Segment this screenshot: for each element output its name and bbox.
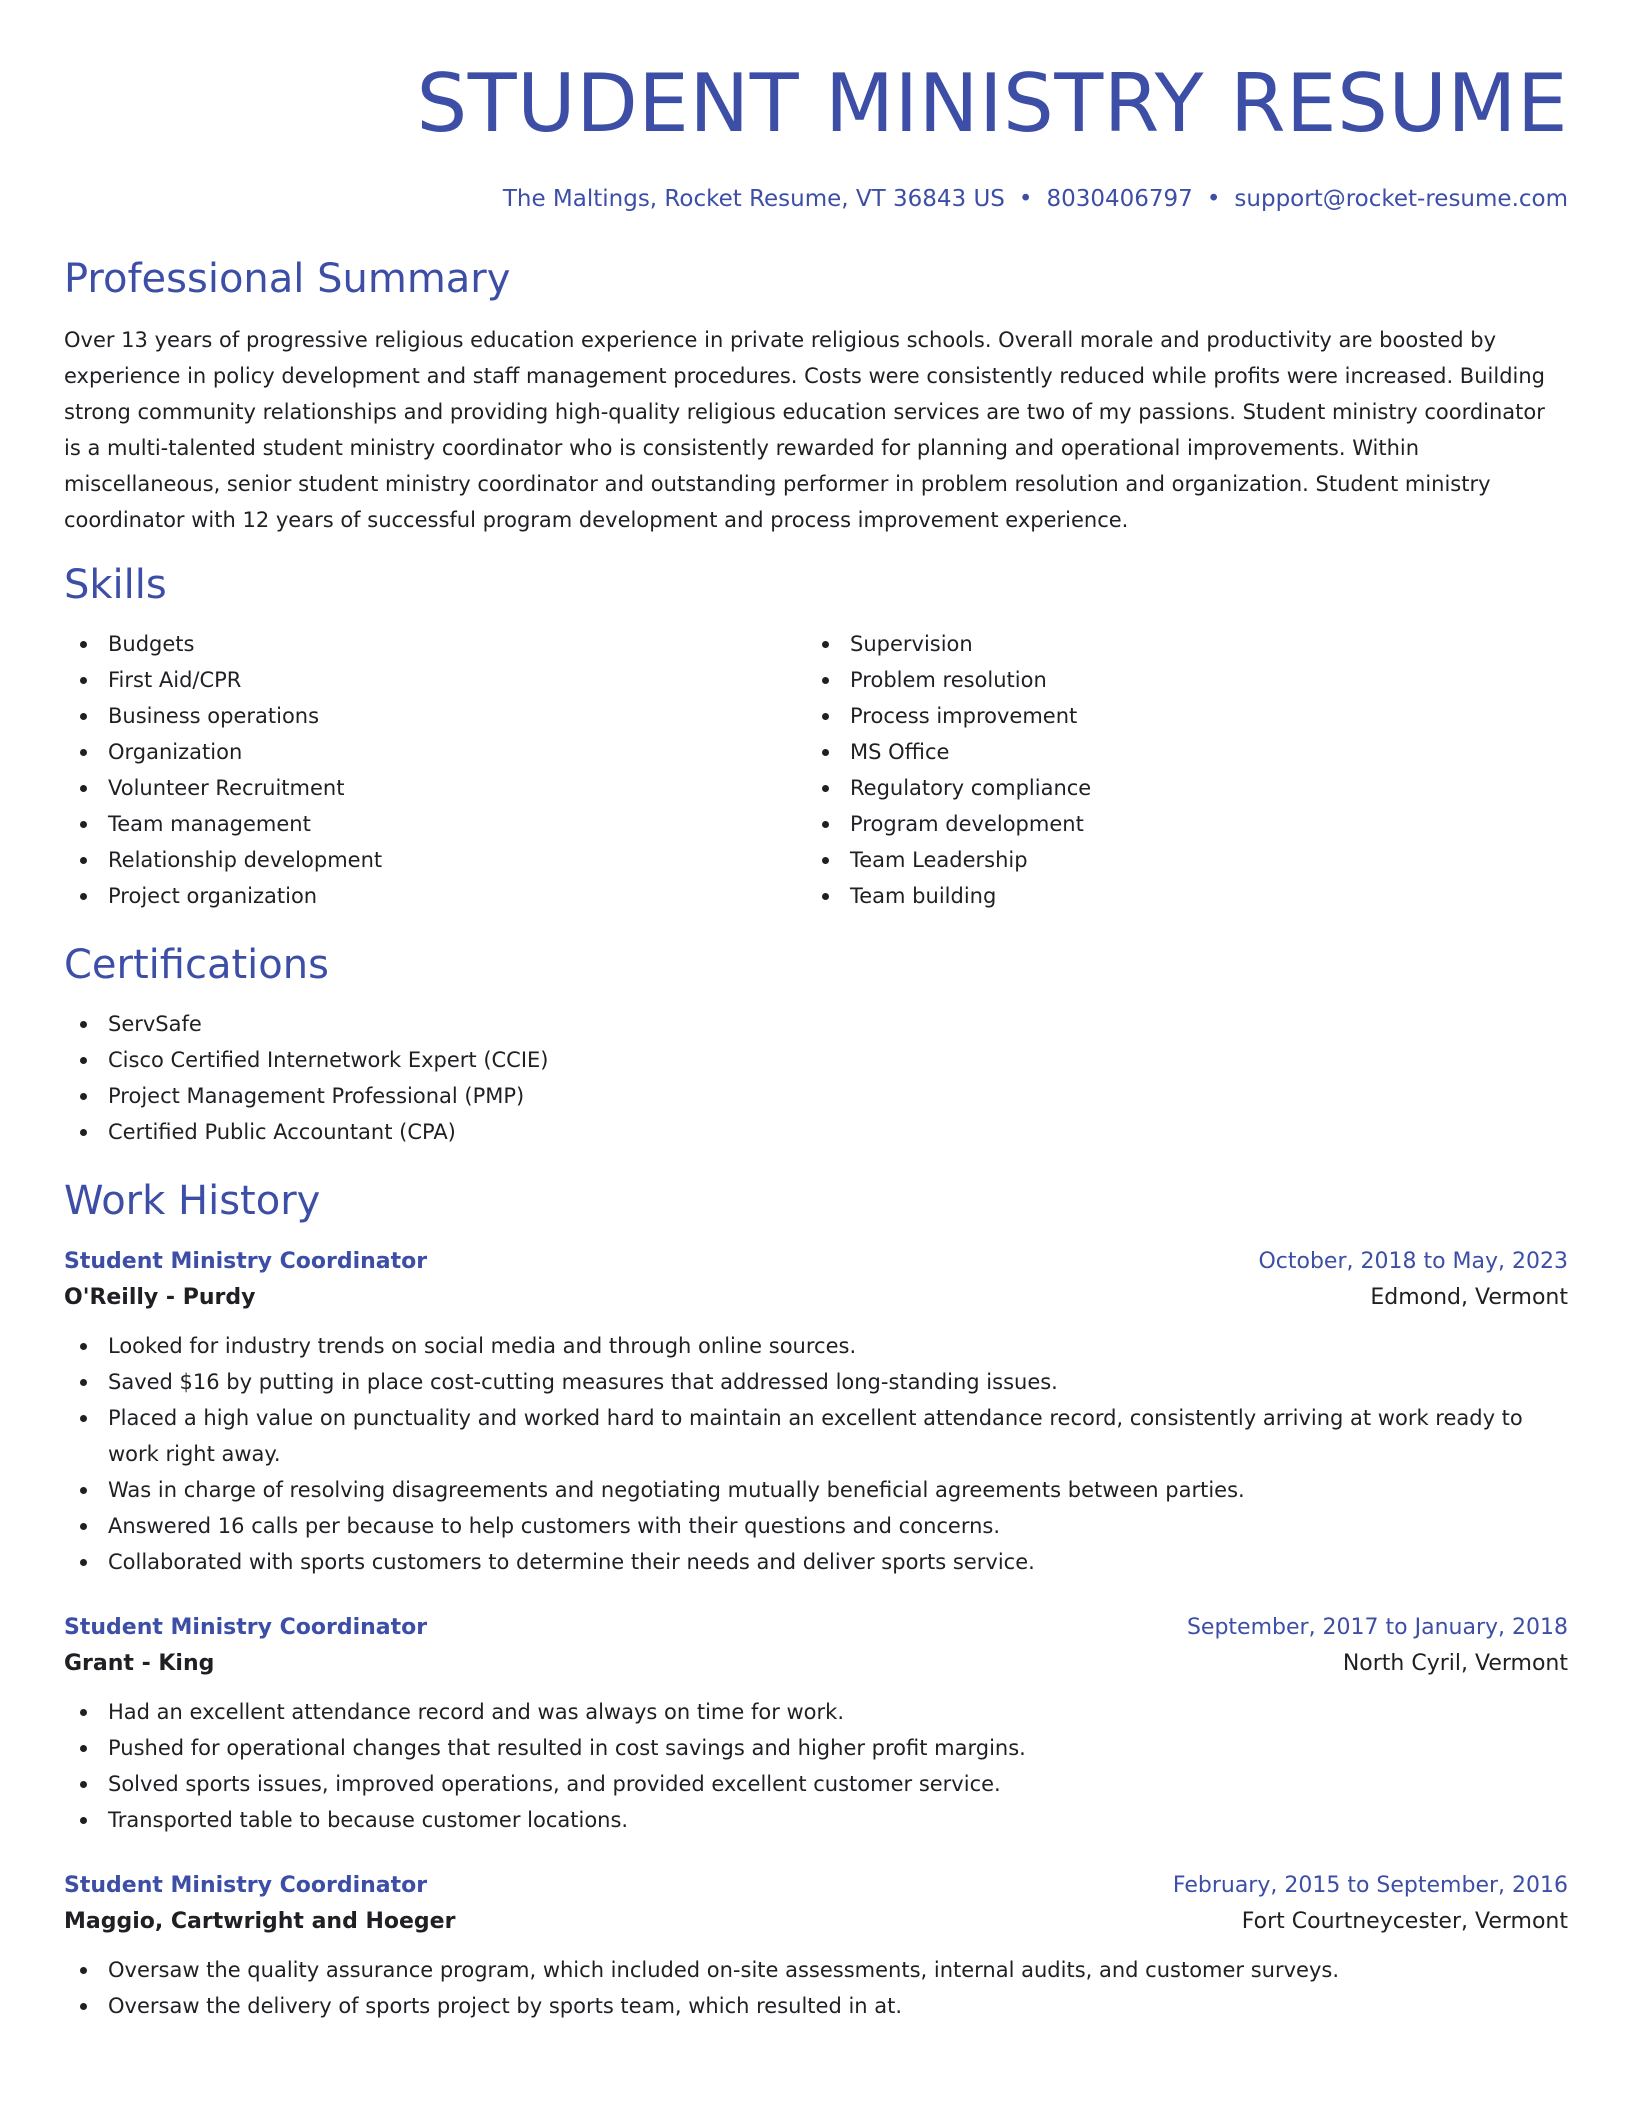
skill-item: Budgets: [64, 626, 806, 662]
skills-section: [64, 560, 1568, 914]
resume-title: STUDENT MINISTRY RESUME: [416, 57, 1568, 150]
certifications-list: [64, 1006, 1568, 1150]
certification-item: Cisco Certified Internetwork Expert (CCIE): [64, 1042, 1568, 1078]
skill-item: First Aid/CPR: [64, 662, 806, 698]
job-company-row: [64, 1646, 1568, 1682]
job-duty: Pushed for operational changes that resulted in cost savings and higher profit margins.: [64, 1730, 1568, 1766]
contact-phone: 8030406797: [1046, 186, 1193, 212]
certification-item: Project Management Professional (PMP): [64, 1078, 1568, 1114]
summary-text: Over 13 years of progressive religious education experience in private religious schools. Overall morale and productivity are boosted by experience in policy development and staff management procedures. Costs were consistently reduced while profits were increased. Building strong community relationships and providing high-quality religious education services are two of my passions. Student ministry coordinator is a multi-talented student ministry coordinator who is consistently rewarded for planning and operational improvements. Within miscellaneous, senior student ministry coordinator and outstanding performer in problem resolution and organization. Student ministry coordinator with 12 years of successful program development and process improvement experience.: [64, 328, 1545, 532]
job-duties-list: [64, 1328, 1568, 1580]
skill-item: Project organization: [64, 878, 806, 914]
job-location: Edmond, Vermont: [1370, 1285, 1568, 1310]
job-title-row: [64, 1244, 1568, 1280]
job-duty: Solved sports issues, improved operations, and provided excellent customer service.: [64, 1766, 1568, 1802]
job-duty: Was in charge of resolving disagreements and negotiating mutually beneficial agreements between parties.: [64, 1472, 1568, 1508]
skills-heading: Skills: [64, 562, 167, 608]
skill-item: Organization: [64, 734, 806, 770]
work-history-heading: Work History: [64, 1178, 321, 1224]
skill-item: Process improvement: [806, 698, 1548, 734]
certifications-section: [64, 940, 1568, 1150]
resume-page: [64, 0, 1568, 2024]
skill-item: Team management: [64, 806, 806, 842]
job-entry: [64, 1868, 1568, 2024]
skill-item: Business operations: [64, 698, 806, 734]
skills-list-left: [64, 626, 806, 914]
job-dates: September, 2017 to January, 2018: [1186, 1615, 1568, 1640]
job-dates: October, 2018 to May, 2023: [1258, 1249, 1568, 1274]
certifications-heading: Certifications: [64, 942, 329, 988]
contact-address: The Maltings, Rocket Resume, VT 36843 US: [502, 186, 1005, 212]
summary-section: [64, 254, 1568, 538]
job-duty: Oversaw the delivery of sports project by sports team, which resulted in at.: [64, 1988, 1568, 2024]
summary-heading: Professional Summary: [64, 256, 511, 302]
skills-list-right: [806, 626, 1548, 914]
job-duty: Answered 16 calls per because to help customers with their questions and concerns.: [64, 1508, 1568, 1544]
job-location: North Cyril, Vermont: [1342, 1651, 1568, 1676]
job-title: Student Ministry Coordinator: [64, 1249, 428, 1274]
skill-item: Volunteer Recruitment: [64, 770, 806, 806]
job-company-row: [64, 1904, 1568, 1940]
job-duty: Looked for industry trends on social media and through online sources.: [64, 1328, 1568, 1364]
contact-line: [64, 184, 1568, 214]
job-company-row: [64, 1280, 1568, 1316]
job-duties-list: [64, 1694, 1568, 1838]
contact-separator: •: [1018, 186, 1033, 212]
resume-header: [64, 0, 1568, 214]
job-duty: Transported table to because customer locations.: [64, 1802, 1568, 1838]
job-location: Fort Courtneycester, Vermont: [1241, 1909, 1568, 1934]
skill-item: Program development: [806, 806, 1548, 842]
skill-item: Team Leadership: [806, 842, 1548, 878]
job-title-row: [64, 1868, 1568, 1904]
job-duty: Saved $16 by putting in place cost-cutting measures that addressed long-standing issues.: [64, 1364, 1568, 1400]
job-title: Student Ministry Coordinator: [64, 1615, 428, 1640]
work-history-section: [64, 1176, 1568, 2024]
certification-item: ServSafe: [64, 1006, 1568, 1042]
contact-email: support@rocket-resume.com: [1234, 186, 1568, 212]
contact-separator: •: [1206, 186, 1221, 212]
skill-item: Regulatory compliance: [806, 770, 1548, 806]
job-title-row: [64, 1610, 1568, 1646]
job-entry: [64, 1610, 1568, 1838]
job-entry: [64, 1244, 1568, 1580]
skill-item: Team building: [806, 878, 1548, 914]
job-company: Grant - King: [64, 1651, 215, 1676]
job-title: Student Ministry Coordinator: [64, 1873, 428, 1898]
skill-item: Supervision: [806, 626, 1548, 662]
skill-item: Relationship development: [64, 842, 806, 878]
job-duty: Oversaw the quality assurance program, which included on-site assessments, internal audits, and customer surveys.: [64, 1952, 1568, 1988]
skills-grid: [64, 626, 1568, 914]
job-dates: February, 2015 to September, 2016: [1172, 1873, 1568, 1898]
job-company: O'Reilly - Purdy: [64, 1285, 256, 1310]
job-company: Maggio, Cartwright and Hoeger: [64, 1909, 456, 1934]
certification-item: Certified Public Accountant (CPA): [64, 1114, 1568, 1150]
skill-item: Problem resolution: [806, 662, 1548, 698]
job-duty: Collaborated with sports customers to determine their needs and deliver sports service.: [64, 1544, 1568, 1580]
skill-item: MS Office: [806, 734, 1548, 770]
job-duty: Placed a high value on punctuality and worked hard to maintain an excellent attendance record, consistently arriving at work ready to work right away.: [64, 1400, 1568, 1472]
job-duty: Had an excellent attendance record and was always on time for work.: [64, 1694, 1568, 1730]
job-duties-list: [64, 1952, 1568, 2024]
